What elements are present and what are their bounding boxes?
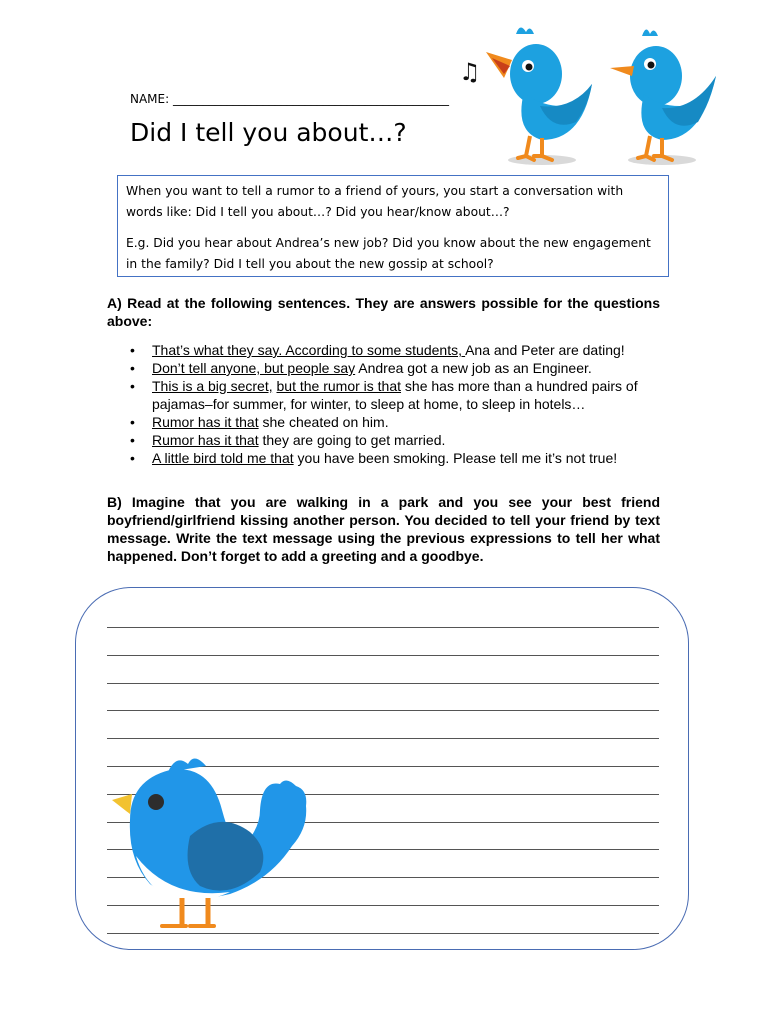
page-title: Did I tell you about…? bbox=[130, 118, 407, 147]
rumor-expression: Don’t tell anyone, but people say bbox=[152, 360, 356, 376]
rumor-expression: That’s what they say. According to some students, bbox=[152, 342, 466, 358]
list-item bbox=[130, 359, 660, 377]
section-a-title: A) Read at the following sentences. They are answers possible for the questions above: bbox=[107, 295, 660, 329]
list-item bbox=[130, 341, 660, 359]
section-b-title: B) Imagine that you are walking in a park and you see your best friend boyfriend/girlfriend kissing another person. You decided to tell your friend by text message. Write the text message using the previous expressions to tell her what happened. Don’t forget to add a greeting and a goodbye. bbox=[107, 494, 660, 564]
intro-paragraph: When you want to tell a rumor to a friend of yours, you start a conversation with words like: Did I tell you about…? Did you hear/know about…? bbox=[126, 184, 624, 219]
bird-icon bbox=[610, 22, 720, 167]
rumor-expression: Rumor has it that bbox=[152, 414, 259, 430]
rumor-expression: A little bird told me that bbox=[152, 450, 294, 466]
rumor-expression: This is a big secret, bbox=[152, 378, 273, 394]
rumor-expression: but the rumor is that bbox=[276, 378, 402, 394]
sentence-rest: they are going to get married. bbox=[258, 432, 446, 448]
list-item bbox=[130, 377, 660, 413]
sentence-rest: Andrea got a new job as an Engineer. bbox=[355, 360, 592, 376]
writing-line[interactable] bbox=[107, 627, 659, 628]
intro-example-paragraph: E.g. Did you hear about Andrea’s new job? Did you know about the new engagement in the family? Did I tell you about the new gossip at school? bbox=[126, 236, 651, 271]
sentence-rest: she cheated on him. bbox=[258, 414, 389, 430]
list-item bbox=[130, 449, 660, 467]
list-item bbox=[130, 431, 660, 449]
writing-line[interactable] bbox=[107, 683, 659, 684]
writing-line[interactable] bbox=[107, 738, 659, 739]
name-field-line[interactable]: NAME: ______________________________________________ bbox=[130, 92, 449, 106]
sentence-rest: you have been smoking. Please tell me it’s not true! bbox=[293, 450, 618, 466]
music-note-icon: ♫ bbox=[459, 58, 481, 86]
intro-box bbox=[117, 175, 669, 277]
blue-bird-icon bbox=[110, 750, 310, 930]
singing-bird-icon bbox=[484, 22, 599, 167]
sentence-rest: she has more than a hundred pairs of pajamas–for summer, for winter, to sleep at home, to sleep in hotels… bbox=[152, 378, 638, 412]
sentence-rest: Ana and Peter are dating! bbox=[465, 342, 625, 358]
list-item bbox=[130, 413, 660, 431]
writing-line[interactable] bbox=[107, 655, 659, 656]
writing-line[interactable] bbox=[107, 710, 659, 711]
writing-line[interactable] bbox=[107, 933, 659, 934]
rumor-expression: Rumor has it that bbox=[152, 432, 259, 448]
sentence-list bbox=[130, 341, 660, 467]
